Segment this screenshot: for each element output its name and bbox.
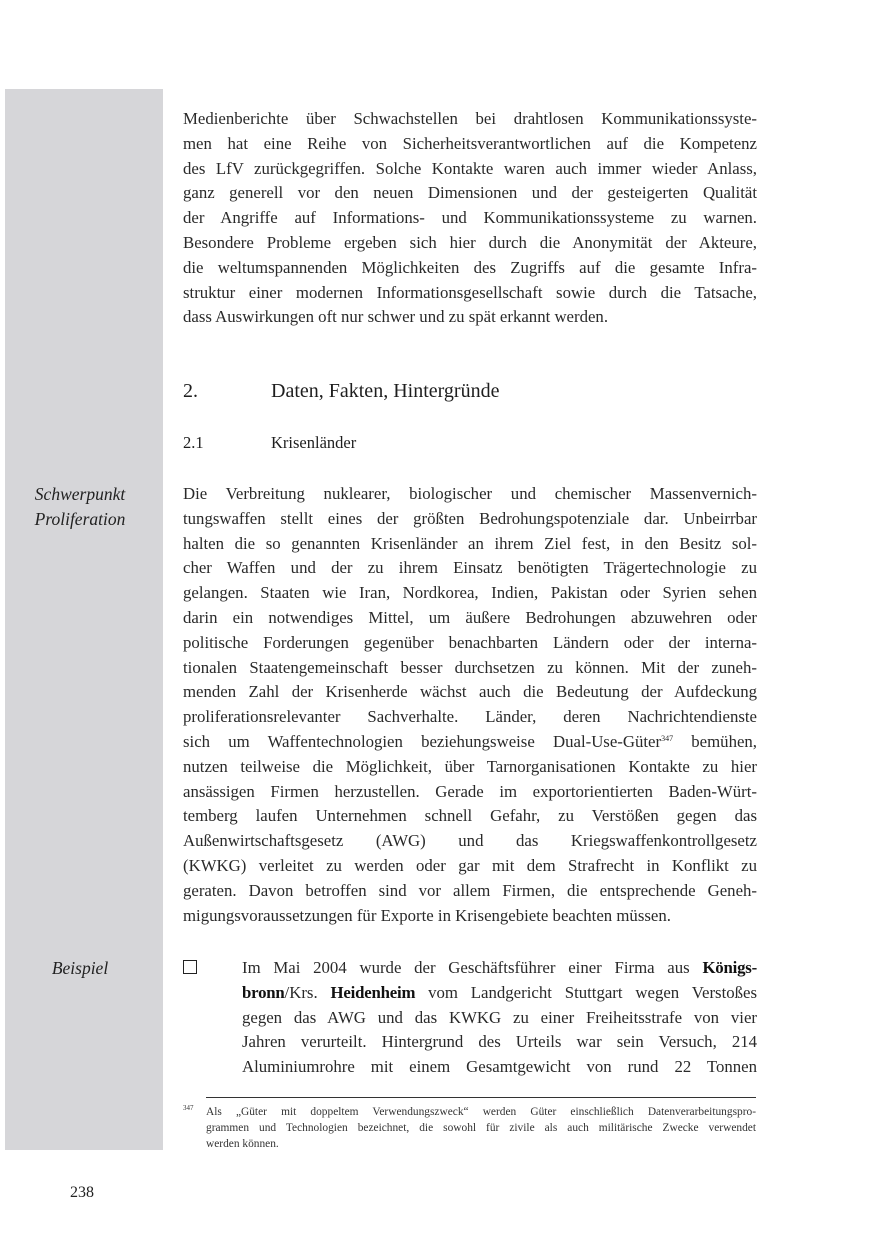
text-line: temberg laufen Unternehmen schnell Gefahr, zu Verstößen gegen das [183,806,757,826]
text-line: Die Verbreitung nuklearer, biologischer und chemischer Massenvernich- [183,484,757,503]
section-heading [183,380,499,403]
text-line: menden Zahl der Krisenherde wächst auch die Bedeutung der Aufdeckung [183,682,757,702]
margin-note-line: Schwerpunkt [34,484,126,504]
text-line: Aluminiumrohre mit einem Gesamtgewicht von rund 22 Tonnen [242,1057,757,1077]
section-title: Daten, Fakten, Hintergründe [271,380,500,402]
text-line: Jahren verurteilt. Hintergrund des Urteils war sein Versuch, 214 [242,1032,757,1052]
text-line: proliferationsrelevanter Sachverhalte. Länder, deren Nachrichtendienste [183,707,757,727]
text-line: geraten. Davon betroffen sind vor allem Firmen, die entsprechende Geneh- [183,880,757,900]
footnote-marker: 347 [183,1104,194,1112]
text-line: Besondere Probleme ergeben sich hier durch die Anonymität der Akteure, [183,232,757,252]
text-line: die weltumspannenden Möglichkeiten des Zugriffs auf die gesamte Infra- [183,257,757,277]
place-name: bronn [242,982,285,1002]
place-name: Heidenheim [330,982,416,1002]
text-line: ganz generell vor den neuen Dimensionen und der gesteigerten Qualität [183,183,757,203]
margin-note-line: Beispiel [51,958,109,978]
text-line: der Angriffe auf Informations- und Kommunikationssysteme zu warnen. [183,208,757,228]
section-number: 2. [183,380,198,402]
text-line: nutzen teilweise die Möglichkeit, über Tarnorganisationen Kontakte zu hier [183,756,757,776]
text-line: dass Auswirkungen oft nur schwer und zu spät erkannt werden. [183,307,609,327]
text-line: sich um Waffentechnologien beziehungsweise Dual-Use-Güter$^{347}$ bemühen, [183,731,757,751]
margin-note-line: Proliferation [34,509,126,529]
text-line: politische Forderungen gegenüber benachbarten Ländern oder der interna- [183,632,757,652]
text-line: (KWKG) verleitet zu werden oder gar mit dem Strafrecht in Konflikt zu [183,855,757,875]
subsection-title: Krisenländer [271,433,357,452]
text-line: Außenwirtschaftsgesetz (AWG) und das Kriegswaffenkontrollgesetz [183,831,757,851]
text-line: gelangen. Staaten wie Iran, Nordkorea, Indien, Pakistan oder Syrien sehen [183,583,757,603]
margin-sidebar [5,89,163,1150]
margin-note-example [0,956,160,981]
text-line: tionalen Staatengemeinschaft besser durchsetzen zu können. Mit der zuneh- [183,657,757,677]
text-line: werden können. [206,1138,279,1150]
text-line: Als „Güter mit doppeltem Verwendungszweck“ werden Güter einschließlich Datenverarbeitungspro- [206,1106,756,1118]
text-line: Im Mai 2004 wurde der Geschäftsführer einer Firma aus Königs- [242,958,757,977]
text-line: cher Waffen und der zu ihrem Einsatz benötigten Trägertechnologie zu [183,558,757,578]
margin-note-proliferation [0,482,160,532]
text-line: tungswaffen stellt eines der größten Bedrohungspotenziale dar. Unbeirrbar [183,508,757,528]
main-paragraph [183,482,757,928]
checkbox-bullet-icon [183,960,197,974]
example-paragraph [242,956,757,1080]
text-line: halten die so genannten Krisenländer an ihrem Ziel fest, in den Besitz sol- [183,533,757,553]
subsection-number: 2.1 [183,433,204,452]
page-number: 238 [70,1184,94,1201]
footnote-divider [206,1097,756,1098]
place-name: Königs- [702,958,757,977]
text-line: des LfV zurückgegriffen. Solche Kontakte waren auch immer wieder Anlass, [183,158,757,178]
text-line: struktur einer modernen Informationsgesellschaft sowie durch die Tatsache, [183,282,757,302]
text-line: bronn/Krs. Heidenheim vom Landgericht Stuttgart wegen Verstoßes [242,982,758,1002]
text-line: men hat eine Reihe von Sicherheitsverantwortlichen auf die Kompetenz [183,133,757,153]
text-line: migungsvoraussetzungen für Exporte in Krisengebiete beachten müssen. [183,905,671,925]
text-line: grammen und Technologien bezeichnet, die sowohl für zivile als auch militärische Zwecke verwendet [206,1122,756,1134]
text-line: darin ein notwendiges Mittel, um äußere Bedrohungen abzuwehren oder [183,607,757,627]
footnote-reference[interactable]: 347 [661,733,674,743]
text-line: gegen das AWG und das KWKG zu einer Freiheitsstrafe von vier [242,1007,757,1027]
text-line: ansässigen Firmen herzustellen. Gerade im exportorientierten Baden-Würt- [183,781,757,801]
intro-paragraph [183,107,757,330]
footnote-text [206,1104,756,1152]
text-line: Medienberichte über Schwachstellen bei drahtlosen Kommunikationssyste- [183,109,757,128]
subsection-heading [183,433,356,453]
